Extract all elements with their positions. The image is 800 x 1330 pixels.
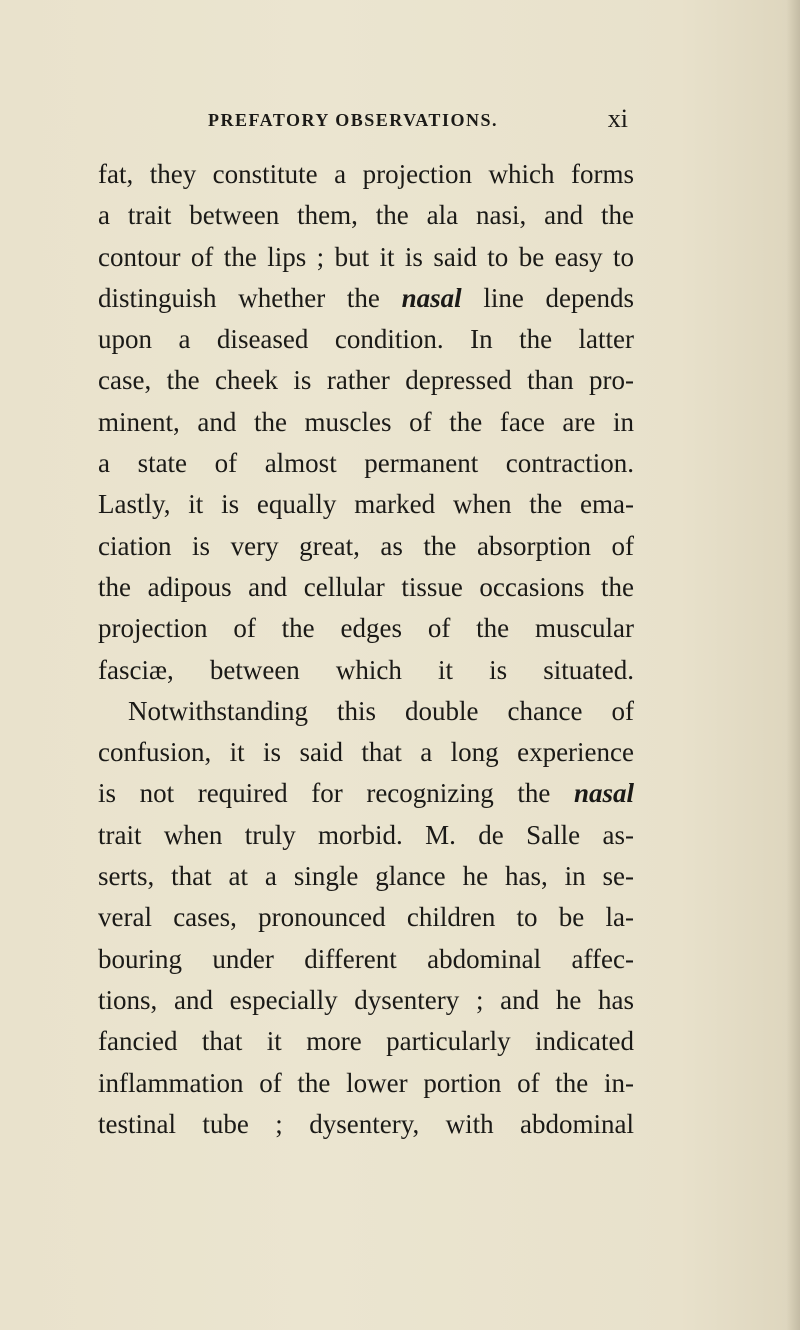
text-line xyxy=(98,1021,634,1062)
text-line-segment: the adipous and cellular tissue occasions the xyxy=(98,571,634,602)
text-line-segment: fancied that it more particularly indicated xyxy=(98,1026,634,1057)
text-line xyxy=(98,980,634,1021)
text-line xyxy=(98,691,634,732)
text-line-segment: Notwithstanding this double chance of xyxy=(128,695,634,726)
text-line-segment: distinguish whether the xyxy=(98,282,402,313)
text-line xyxy=(98,608,634,649)
text-line-segment: a state of almost permanent contraction. xyxy=(98,448,634,479)
text-line xyxy=(98,567,634,608)
running-head xyxy=(208,100,628,136)
text-line xyxy=(98,1104,634,1145)
text-line xyxy=(98,897,634,938)
text-line-segment: tions, and especially dysentery ; and he has xyxy=(98,984,634,1015)
text-line-segment: veral cases, pronounced children to be la- xyxy=(98,902,634,933)
text-line-segment: fasciæ, between which it is situated. xyxy=(98,654,634,685)
text-line xyxy=(98,154,634,195)
body-text xyxy=(98,154,634,1145)
text-line xyxy=(98,526,634,567)
text-line xyxy=(98,195,634,236)
text-line xyxy=(98,732,634,773)
text-line-segment: contour of the lips ; but it is said to be easy to xyxy=(98,241,634,272)
text-line-segment: upon a diseased condition. In the latter xyxy=(98,324,634,355)
text-line xyxy=(98,443,634,484)
italic-term: nasal xyxy=(573,778,634,809)
text-line-segment: is not required for recognizing the xyxy=(98,778,574,809)
text-line-segment: bouring under different abdominal affec- xyxy=(98,943,634,974)
text-line-segment: confusion, it is said that a long experience xyxy=(98,737,634,768)
text-line xyxy=(98,650,634,691)
text-line-segment: fat, they constitute a projection which forms xyxy=(98,159,634,189)
text-line xyxy=(98,815,634,856)
text-line xyxy=(98,939,634,980)
text-line xyxy=(98,360,634,401)
text-line-segment: projection of the edges of the muscular xyxy=(98,613,634,644)
text-line-segment: line depends xyxy=(461,282,634,313)
text-line-segment: serts, that at a single glance he has, in se- xyxy=(98,861,634,892)
page-edge-shadow xyxy=(786,0,800,1330)
text-line-segment: Lastly, it is equally marked when the ema- xyxy=(98,489,634,520)
text-line xyxy=(98,278,634,319)
text-line-segment: a trait between them, the ala nasi, and the xyxy=(98,200,634,231)
text-line xyxy=(98,484,634,525)
text-line-segment: minent, and the muscles of the face are in xyxy=(98,406,634,437)
text-line xyxy=(98,773,634,814)
text-line xyxy=(98,237,634,278)
text-line-segment: ciation is very great, as the absorption of xyxy=(98,530,634,561)
text-line-segment: case, the cheek is rather depressed than pro- xyxy=(98,365,634,396)
text-line-segment: inflammation of the lower portion of the in- xyxy=(98,1067,634,1098)
text-line xyxy=(98,402,634,443)
page-number: xi xyxy=(607,104,628,133)
text-line-segment: trait when truly morbid. M. de Salle as- xyxy=(98,819,634,850)
italic-term: nasal xyxy=(401,282,462,313)
running-head-title: PREFATORY OBSERVATIONS. xyxy=(208,110,498,130)
text-line xyxy=(98,319,634,360)
text-line-segment: testinal tube ; dysentery, with abdominal xyxy=(98,1108,634,1139)
text-line xyxy=(98,1063,634,1104)
text-line xyxy=(98,856,634,897)
